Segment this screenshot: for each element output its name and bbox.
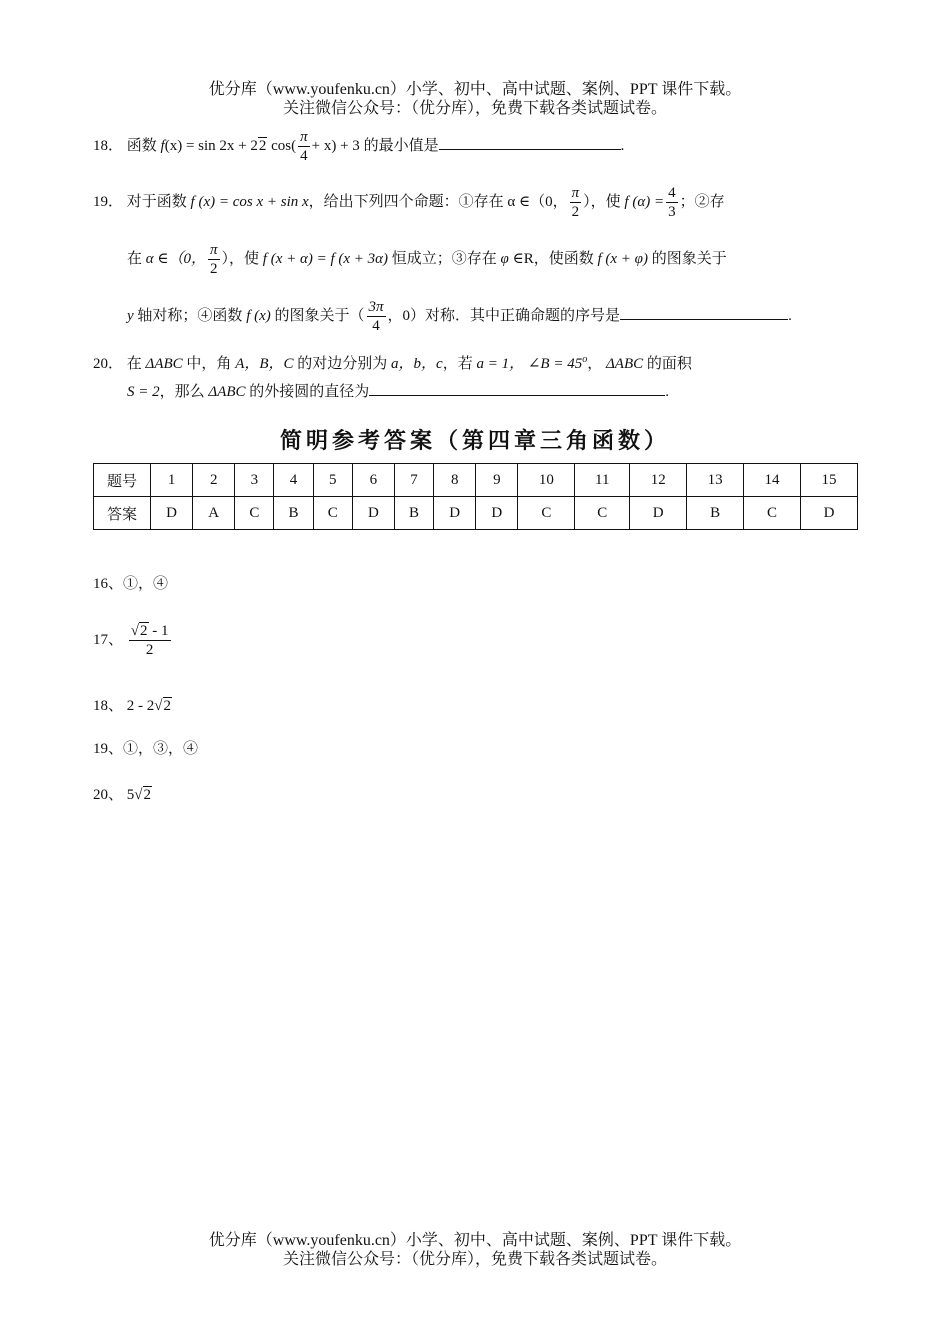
table-cell: 6 — [352, 464, 394, 497]
expression: f (α) = — [624, 193, 665, 210]
question-number: 18． — [93, 137, 124, 154]
period: . — [620, 137, 625, 154]
table-cell: 9 — [476, 464, 518, 497]
function-name: f — [160, 137, 165, 154]
denominator: 2 — [145, 642, 154, 658]
numerator: π — [571, 185, 580, 201]
period: . — [788, 307, 792, 324]
answer-value: 5 — [126, 787, 135, 803]
question-text: R，使函数 — [523, 250, 594, 267]
fraction — [129, 622, 171, 659]
question-text: 轴对称；④函数 — [137, 307, 243, 324]
table-cell: B — [394, 497, 433, 530]
table-cell: D — [630, 497, 687, 530]
table-cell: A — [193, 497, 235, 530]
fraction — [298, 128, 310, 165]
question-text: 对于函数 — [126, 193, 187, 210]
answer-value: 2 - 2 — [126, 698, 155, 714]
table-cell: 4 — [274, 464, 313, 497]
table-cell: B — [687, 497, 744, 530]
sqrt-radicand: 2 — [140, 623, 148, 639]
question-text: 的图象关于（ — [274, 307, 365, 324]
denominator: 2 — [210, 261, 218, 277]
table-cell: 13 — [687, 464, 744, 497]
table-cell: C — [575, 497, 630, 530]
table-cell: C — [235, 497, 274, 530]
sqrt-symbol: √ — [134, 787, 143, 803]
table-cell: 5 — [313, 464, 352, 497]
question-18 — [93, 128, 624, 165]
expression: f (x + α) = f (x + 3α) — [262, 250, 389, 267]
answer-number: 18、 — [93, 698, 124, 714]
answer-blank — [439, 135, 621, 150]
expression: ΔABC — [145, 356, 183, 372]
expression: φ ∈ — [500, 250, 524, 267]
expression: ΔABC — [605, 356, 644, 372]
table-cell: 1 — [151, 464, 193, 497]
table-cell: B — [274, 497, 313, 530]
fraction — [570, 184, 582, 221]
question-text: 在 — [127, 250, 143, 267]
table-cell: D — [800, 497, 857, 530]
sqrt-symbol: √ — [154, 698, 163, 714]
expression: α ∈（0， — [145, 250, 206, 267]
expression: + x) + 3 — [311, 137, 360, 154]
numerator: 3π — [368, 299, 384, 315]
answer-key-title: 简明参考答案（第四章三角函数） — [279, 428, 670, 454]
period: . — [665, 384, 670, 400]
table-cell: 12 — [630, 464, 687, 497]
question-text: 的面积 — [646, 356, 692, 372]
expression: ΔABC — [208, 384, 246, 400]
question-number: 20． — [93, 356, 124, 372]
question-19-line-1 — [93, 184, 725, 221]
table-cell: 2 — [193, 464, 235, 497]
answer-number: 20、 — [93, 787, 124, 803]
numerator-rest: - 1 — [152, 623, 169, 639]
answer-blank — [620, 305, 788, 320]
question-text: 中，角 — [186, 356, 232, 372]
expression: α ∈（0， — [507, 193, 568, 210]
numerator: π — [300, 129, 308, 145]
numerator: π — [210, 242, 218, 258]
answer-number: 16、 — [93, 576, 124, 592]
question-text: ， — [587, 356, 603, 372]
expression: S = 2 — [127, 384, 160, 400]
table-cell: 10 — [518, 464, 575, 497]
table-cell: C — [744, 497, 801, 530]
expression: ∠B = 45 — [527, 356, 583, 372]
question-text: 恒成立；③存在 — [391, 250, 497, 267]
answer-19 — [93, 737, 198, 758]
table-cell: 15 — [800, 464, 857, 497]
question-text: 的图象关于 — [651, 250, 727, 267]
question-19-line-2 — [127, 241, 727, 278]
row-label: 答案 — [94, 497, 151, 530]
table-cell: D — [352, 497, 394, 530]
answer-blank — [369, 381, 665, 396]
table-cell: 7 — [394, 464, 433, 497]
degree-mark: o — [582, 354, 588, 365]
numerator: 4 — [668, 185, 676, 201]
sqrt-radicand: 2 — [143, 787, 151, 803]
table-cell: C — [518, 497, 575, 530]
table-cell: D — [434, 497, 476, 530]
expression: f (x + φ) — [597, 250, 648, 267]
question-text: ），使 — [583, 193, 621, 210]
table-row — [94, 497, 858, 530]
table-cell: D — [476, 497, 518, 530]
row-label: 题号 — [94, 464, 151, 497]
question-text: ，给出下列四个命题：①存在 — [308, 193, 504, 210]
question-text: ；②存 — [679, 193, 725, 210]
expression: a = 1， — [476, 356, 525, 372]
denominator: 4 — [372, 318, 380, 334]
expression: f (x) = cos x + sin x — [190, 193, 309, 210]
denominator: 2 — [571, 204, 580, 220]
footer-line-2: 关注微信公众号：（优分库），免费下载各类试题试卷。 — [282, 1251, 667, 1268]
table-cell: 11 — [575, 464, 630, 497]
table-cell: 14 — [744, 464, 801, 497]
question-text: ，0）对称．其中正确命题的序号是 — [387, 307, 621, 324]
question-20-line-1 — [93, 352, 692, 373]
cos-function: cos( — [271, 137, 297, 154]
sqrt-radicand: 2 — [163, 698, 171, 714]
question-text: ），使 — [221, 250, 260, 267]
answer-table — [93, 463, 858, 530]
question-text: 的外接圆的直径为 — [249, 384, 370, 400]
expression: f (x) — [246, 307, 271, 324]
fraction — [208, 241, 220, 278]
table-cell: 3 — [235, 464, 274, 497]
question-text: ，若 — [442, 356, 473, 372]
table-row — [94, 464, 858, 497]
table-cell: 8 — [434, 464, 476, 497]
question-19-line-3 — [127, 298, 792, 335]
fraction — [367, 298, 386, 335]
expression: a，b，c — [391, 356, 443, 372]
denominator: 4 — [300, 148, 308, 164]
expression: A，B，C — [235, 356, 294, 372]
answer-number: 19、 — [93, 741, 124, 757]
header-line-1: 优分库（www.youfenku.cn）小学、初中、高中试题、案例、PPT 课件下载。 — [208, 81, 742, 98]
function-arg: (x) = — [164, 137, 195, 154]
question-text: 的最小值是 — [363, 137, 439, 154]
expression: y — [127, 307, 134, 324]
expression: sin 2x + 2 — [198, 137, 258, 154]
question-text: 的对边分别为 — [297, 356, 388, 372]
answer-17 — [93, 622, 173, 659]
header-line-2: 关注微信公众号：（优分库），免费下载各类试题试卷。 — [282, 100, 667, 117]
answer-number: 17、 — [93, 631, 124, 648]
answer-16 — [93, 572, 168, 593]
question-text: 函数 — [126, 137, 157, 154]
answer-18 — [93, 694, 172, 715]
sqrt-radicand: 2 — [258, 137, 267, 154]
answer-value: ①，④ — [123, 576, 169, 592]
question-number: 19． — [93, 193, 124, 210]
answer-20 — [93, 783, 152, 804]
denominator: 3 — [668, 204, 676, 220]
question-text: ，那么 — [159, 384, 205, 400]
numerator: √2 - 1 — [130, 623, 169, 639]
table-cell: D — [151, 497, 193, 530]
question-text: 在 — [126, 356, 142, 372]
question-20-line-2 — [127, 380, 669, 401]
footer-line-1: 优分库（www.youfenku.cn）小学、初中、高中试题、案例、PPT 课件下载。 — [208, 1232, 742, 1249]
table-cell: C — [313, 497, 352, 530]
fraction — [666, 184, 678, 221]
answer-value: ①，③，④ — [123, 741, 199, 757]
